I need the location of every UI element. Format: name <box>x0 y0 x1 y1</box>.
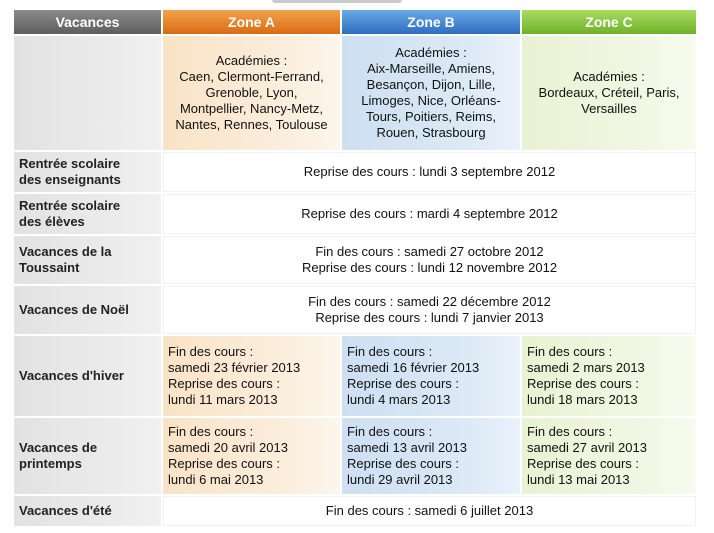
header-vacances: Vacances <box>14 10 161 34</box>
header-zone-c: Zone C <box>522 10 696 34</box>
hiver-zone-a: Fin des cours : samedi 23 février 2013 Reprise des cours : lundi 11 mars 2013 <box>163 336 340 416</box>
row-label: Vacances de Noël <box>14 286 161 334</box>
row-rentree-eleves <box>14 194 696 234</box>
all-zones-cell: Fin des cours : samedi 22 décembre 2012 Reprise des cours : lundi 7 janvier 2013 <box>163 286 696 334</box>
row-ete <box>14 496 696 526</box>
row-label: Rentrée scolaire des enseignants <box>14 152 161 192</box>
row-printemps <box>14 418 696 494</box>
academies-zone-b: Académies : Aix-Marseille, Amiens, Besançon, Dijon, Lille, Limoges, Nice, Orléans- Tours, Poitiers, Reims, Rouen, Strasbourg <box>342 36 520 150</box>
row-label: Vacances d'hiver <box>14 336 161 416</box>
academies-zone-c: Académies : Bordeaux, Créteil, Paris, Versailles <box>522 36 696 150</box>
printemps-zone-b: Fin des cours : samedi 13 avril 2013 Reprise des cours : lundi 29 avril 2013 <box>342 418 520 494</box>
printemps-zone-a: Fin des cours : samedi 20 avril 2013 Reprise des cours : lundi 6 mai 2013 <box>163 418 340 494</box>
all-zones-cell: Fin des cours : samedi 27 octobre 2012 Reprise des cours : lundi 12 novembre 2012 <box>163 236 696 284</box>
academies-row <box>14 36 696 150</box>
header-zone-a: Zone A <box>163 10 340 34</box>
hiver-zone-b: Fin des cours : samedi 16 février 2013 Reprise des cours : lundi 4 mars 2013 <box>342 336 520 416</box>
all-zones-cell: Fin des cours : samedi 6 juillet 2013 <box>163 496 696 526</box>
row-rentree-enseignants <box>14 152 696 192</box>
academies-label-cell <box>14 36 161 150</box>
hiver-zone-c: Fin des cours : samedi 2 mars 2013 Reprise des cours : lundi 18 mars 2013 <box>522 336 696 416</box>
row-toussaint <box>14 236 696 284</box>
school-holidays-table <box>12 8 698 528</box>
row-label: Vacances de la Toussaint <box>14 236 161 284</box>
row-label: Vacances d'été <box>14 496 161 526</box>
row-hiver <box>14 336 696 416</box>
row-noel <box>14 286 696 334</box>
header-row <box>14 10 696 34</box>
all-zones-cell: Reprise des cours : mardi 4 septembre 2012 <box>163 194 696 234</box>
header-zone-b: Zone B <box>342 10 520 34</box>
printemps-zone-c: Fin des cours : samedi 27 avril 2013 Reprise des cours : lundi 13 mai 2013 <box>522 418 696 494</box>
all-zones-cell: Reprise des cours : lundi 3 septembre 2012 <box>163 152 696 192</box>
academies-zone-a: Académies : Caen, Clermont-Ferrand, Grenoble, Lyon, Montpellier, Nancy-Metz, Nantes, Rennes, Toulouse <box>163 36 340 150</box>
top-tab-decoration <box>272 0 402 3</box>
row-label: Rentrée scolaire des élèves <box>14 194 161 234</box>
row-label: Vacances de printemps <box>14 418 161 494</box>
